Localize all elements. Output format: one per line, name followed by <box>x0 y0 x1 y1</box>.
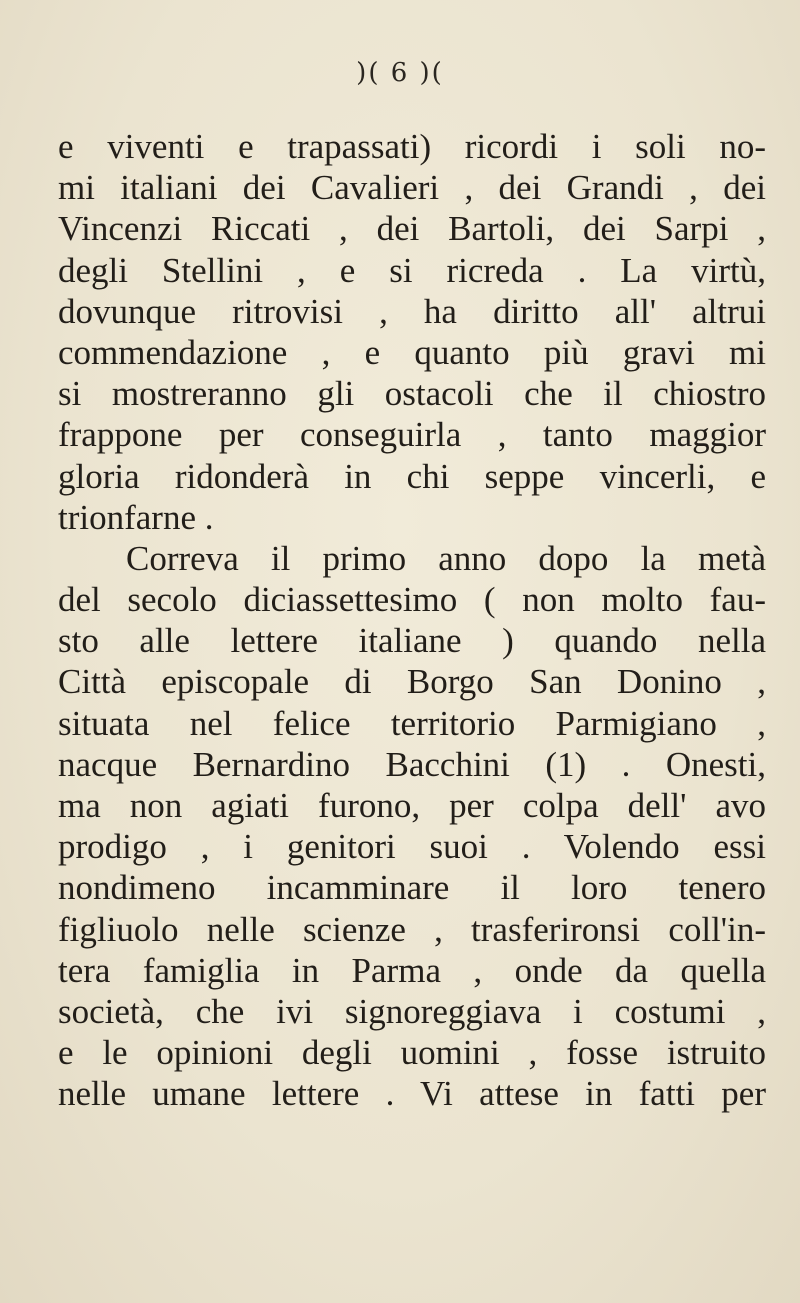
text-line: e viventi e trapassati) ricordi i soli no- <box>58 127 766 166</box>
text-line: nelle umane lettere . Vi attese in fatti per <box>58 1074 766 1114</box>
text-line: e le opinioni degli uomini , fosse istruito <box>58 1033 766 1073</box>
page-number: )( 6 )( <box>356 58 444 88</box>
text-line: Città episcopale di Borgo San Donino , <box>58 662 766 702</box>
text-line: frappone per conseguirla , tanto maggior <box>58 415 766 455</box>
text-line: società, che ivi signoreggiava i costumi , <box>58 991 766 1031</box>
text-line: Correva il primo anno dopo la metà <box>126 538 766 578</box>
body-text <box>58 126 766 1115</box>
text-line: nondimeno incamminare il loro tenero <box>58 868 766 908</box>
text-line: ma non agiati furono, per colpa dell' avo <box>58 786 766 825</box>
text-line: gloria ridonderà in chi seppe vincerli, e <box>58 456 766 496</box>
text-line: dovunque ritrovisi , ha diritto all' altrui <box>58 291 766 331</box>
text-line: prodigo , i genitori suoi . Volendo essi <box>58 827 766 867</box>
text-line: figliuolo nelle scienze , trasferironsi coll'in- <box>58 909 766 949</box>
text-line: situata nel felice territorio Parmigiano , <box>58 703 766 743</box>
text-line: sto alle lettere italiane ) quando nella <box>58 621 766 661</box>
text-line: trionfarne . <box>58 497 214 537</box>
text-line: Vincenzi Riccati , dei Bartoli, dei Sarpi , <box>58 209 766 249</box>
text-line: mi italiani dei Cavalieri , dei Grandi , dei <box>58 168 766 208</box>
text-line: commendazione , e quanto più gravi mi <box>58 332 766 372</box>
text-line: nacque Bernardino Bacchini (1) . Onesti, <box>58 744 766 784</box>
text-line: del secolo diciassettesimo ( non molto fau- <box>58 580 766 620</box>
text-line: si mostreranno gli ostacoli che il chiostro <box>58 374 766 414</box>
text-line: tera famiglia in Parma , onde da quella <box>58 950 766 990</box>
text-line: degli Stellini , e si ricreda . La virtù, <box>58 250 766 290</box>
